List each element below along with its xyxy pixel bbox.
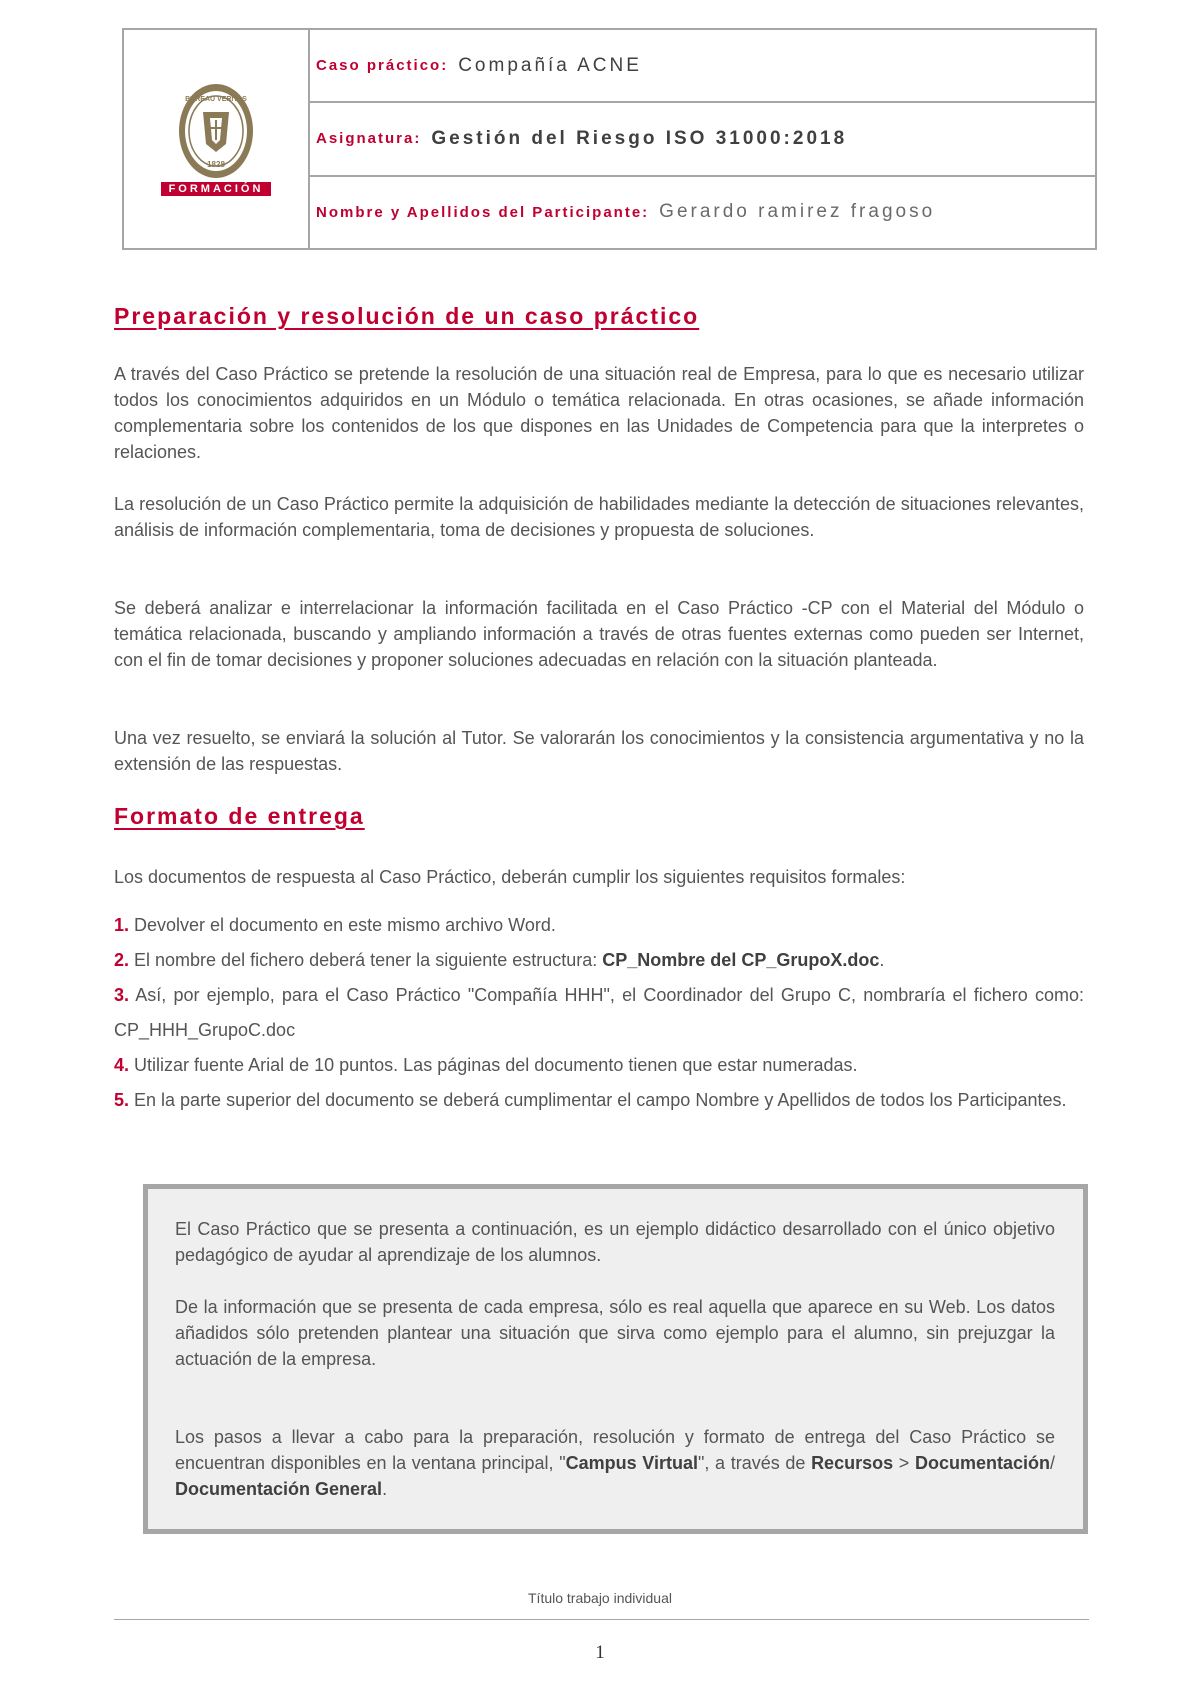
section-title-format: Formato de entrega [114,803,365,829]
page-number: 1 [595,1642,605,1663]
list-item [114,978,1084,1048]
paragraph-3: Se deberá analizar e interrelacionar la información facilitada en el Caso Práctico -CP con el Material del Módulo o temática relacionada, buscando y ampliando información a través de otras fuentes externas como pueden ser Internet, con el fin de tomar decisiones y proponer soluciones adecuadas en relación con la situación planteada. [114,598,1084,670]
list-number: 4. [114,1055,130,1075]
section-title-preparation: Preparación y resolución de un caso práctico [114,303,700,329]
header-key-subject: Asignatura: [316,130,422,148]
list-text: Devolver el documento en este mismo archivo Word. [129,915,556,935]
list-text: En la parte superior del documento se deberá cumplimentar el campo Nombre y Apellidos de todos los Participantes. [129,1090,1067,1110]
documentacion-label: Documentación [914,1453,1050,1473]
footer-title: Título trabajo individual [528,1590,672,1606]
bureau-veritas-logo [161,82,272,196]
header-row-case [310,30,1095,103]
list-number: 5. [114,1090,130,1110]
note-paragraph-1: El Caso Práctico que se presenta a continuación, es un ejemplo didáctico desarrollado con el único objetivo pedagógico de ayudar al aprendizaje de los alumnos. [175,1219,1055,1265]
list-text-end: . [879,950,885,970]
header-key-case: Caso práctico: [316,57,449,75]
list-number: 2. [114,950,130,970]
list-item [114,943,1084,978]
list-text: Así, por ejemplo, para el Caso Práctico "Compañía HHH", el Coordinador del Grupo C, nombraría el fichero como: CP_HHH_GrupoC.doc [114,985,1084,1040]
list-item [114,1083,1084,1118]
seal-year: 1828 [207,160,225,169]
header-row-subject [310,103,1095,176]
note-text: ", a través de [697,1453,812,1473]
note-paragraph-3 [175,1424,1055,1502]
documentacion-general-label: Documentación General [175,1479,383,1499]
note-box [143,1184,1088,1534]
paragraph-4: Una vez resuelto, se enviará la solución al Tutor. Se valorarán los conocimientos y la consistencia argumentativa y no la extensión de las respuestas. [114,728,1084,774]
paragraph-1: A través del Caso Práctico se pretende la resolución de una situación real de Empresa, para lo que es necesario utilizar todos los conocimientos adquiridos en un Módulo o temática relacionada. En otras ocasiones, se añade información complementaria sobre los contenidos de los que dispones en las Unidades de Competencia para que la interpretes o relaciones. [114,364,1084,462]
header-value-participant: Gerardo ramirez fragoso [659,201,936,223]
header-value-case: Compañía ACNE [458,54,642,76]
seal-text: BUREAU VERITAS [185,96,247,103]
note-text: . [382,1479,388,1499]
format-intro: Los documentos de respuesta al Caso Práctico, deberán cumplir los siguientes requisitos formales: [114,867,906,887]
logo-cell [124,30,310,248]
list-number: 3. [114,985,130,1005]
paragraph-2: La resolución de un Caso Práctico permite la adquisición de habilidades mediante la detección de situaciones relevantes, análisis de información complementaria, toma de decisiones y propuesta de soluciones. [114,494,1084,540]
header-row-participant [310,177,1095,248]
logo-banner: FORMACIÓN [161,182,272,196]
footer-divider [114,1619,1089,1620]
seal-icon [177,82,255,180]
filename-structure: CP_Nombre del CP_GrupoX.doc [602,950,880,970]
list-number: 1. [114,915,130,935]
note-text: > [893,1453,915,1473]
list-text: Utilizar fuente Arial de 10 puntos. Las páginas del documento tienen que estar numeradas. [129,1055,858,1075]
recursos-label: Recursos [811,1453,894,1473]
header-value-subject: Gestión del Riesgo ISO 31000:2018 [431,127,848,149]
note-paragraph-2: De la información que se presenta de cada empresa, sólo es real aquella que aparece en su Web. Los datos añadidos sólo pretenden plantear una situación que sirva como ejemplo para el alumno, sin prejuzgar la actuación de la empresa. [175,1297,1055,1369]
campus-virtual-label: Campus Virtual [565,1453,698,1473]
header-rows [310,30,1095,248]
header-key-participant: Nombre y Apellidos del Participante: [316,203,650,221]
note-text: Los pasos a llevar a cabo para la preparación, resolución y formato de entrega del Caso Práctico se encuentran disponibles en la ventana principal, " [175,1427,1055,1473]
list-item [114,908,1084,943]
note-text: / [1049,1453,1055,1473]
list-text: El nombre del fichero deberá tener la siguiente estructura: [129,950,603,970]
list-item [114,1048,1084,1083]
header-table [122,28,1097,250]
